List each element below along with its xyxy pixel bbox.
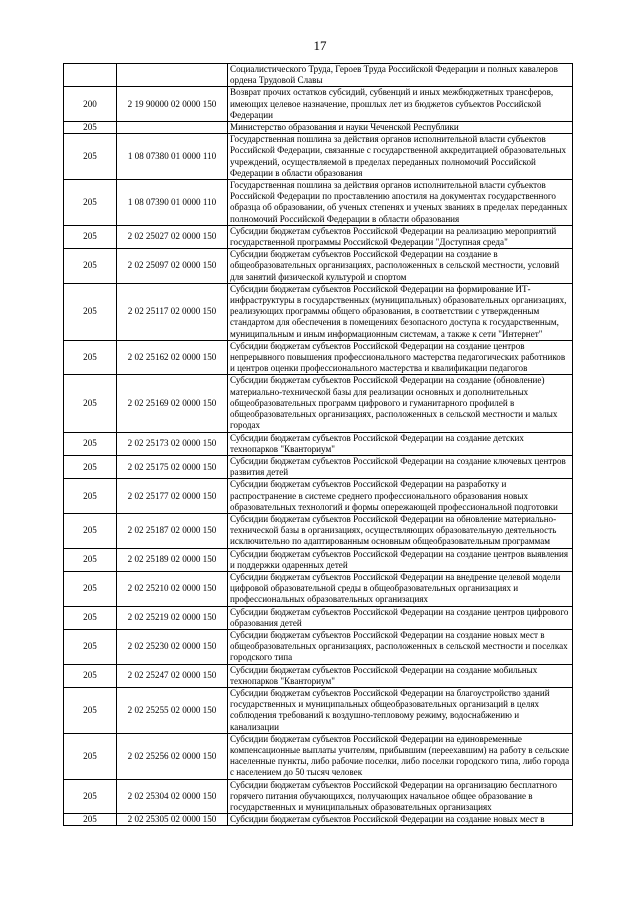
income-name-cell: Субсидии бюджетам субъектов Российской Федерации на благоустройство зданий государственных и муниципальных общеобразовательных организаций в целях соблюдения требований к воздушно-тепловому режиму, водоснабжению и канализации (228, 687, 573, 733)
admin-code-cell: 205 (64, 571, 117, 606)
income-name-cell: Государственная пошлина за действия органов исполнительной власти субъектов Российской Федерации по проставлению апостиля на документах государственного образца об образовании, об ученых степенях и ученых званиях в пределах переданных полномочий Российской Федерации в области образования (228, 180, 573, 226)
budget-code-cell: 2 02 25247 02 0000 150 (117, 664, 228, 687)
table-row (64, 779, 573, 814)
table-row (64, 375, 573, 432)
budget-code-cell: 2 02 25230 02 0000 150 (117, 629, 228, 664)
income-name-cell: Субсидии бюджетам субъектов Российской Федерации на внедрение целевой модели цифровой образовательной среды в общеобразовательных организациях и профессиональных образовательных организациях (228, 571, 573, 606)
income-name-cell: Социалистического Труда, Героев Труда Российской Федерации и полных кавалеров ордена Трудовой Славы (228, 64, 573, 87)
admin-code-cell: 205 (64, 548, 117, 571)
income-name-cell: Субсидии бюджетам субъектов Российской Федерации на обновление материально-технической базы в организациях, осуществляющих образовательную деятельность исключительно по адаптированным основным общеобразовательным программам (228, 513, 573, 548)
table-row (64, 432, 573, 455)
income-name-cell: Субсидии бюджетам субъектов Российской Федерации на создание детских технопарков "Кванториум" (228, 432, 573, 455)
income-name-cell: Субсидии бюджетам субъектов Российской Федерации на создание центров выявления и поддержки одаренных детей (228, 548, 573, 571)
table-row (64, 733, 573, 779)
budget-code-cell: 2 02 25117 02 0000 150 (117, 283, 228, 340)
income-name-cell: Субсидии бюджетам субъектов Российской Федерации на создание мобильных технопарков "Кванториум" (228, 664, 573, 687)
table-row (64, 283, 573, 340)
income-name-cell: Субсидии бюджетам субъектов Российской Федерации на организацию бесплатного горячего питания обучающихся, получающих начальное общее образование в государственных и муниципальных образовательных организациях (228, 779, 573, 814)
table-row (64, 548, 573, 571)
admin-code-cell: 205 (64, 513, 117, 548)
budget-code-cell: 2 02 25256 02 0000 150 (117, 733, 228, 779)
admin-code-cell: 205 (64, 340, 117, 375)
table-row (64, 513, 573, 548)
income-name-cell: Государственная пошлина за действия органов исполнительной власти субъектов Российской Федерации, связанные с государственной аккредитацией образовательных учреждений, осуществляемой в пределах переданных полномочий Российской Федерации в области образования (228, 134, 573, 180)
admin-code-cell: 205 (64, 375, 117, 432)
table-row (64, 606, 573, 629)
table-row (64, 814, 573, 826)
admin-code-cell: 205 (64, 180, 117, 226)
income-name-cell: Возврат прочих остатков субсидий, субвенций и иных межбюджетных трансферов, имеющих целевое назначение, прошлых лет из бюджетов субъектов Российской Федерации (228, 87, 573, 122)
table-row (64, 134, 573, 180)
admin-code-cell: 205 (64, 122, 117, 134)
admin-code-cell: 205 (64, 629, 117, 664)
budget-code-cell: 2 02 25219 02 0000 150 (117, 606, 228, 629)
table-body (64, 64, 573, 826)
table-row (64, 571, 573, 606)
budget-code-cell: 2 02 25173 02 0000 150 (117, 432, 228, 455)
admin-code-cell: 205 (64, 779, 117, 814)
admin-code-cell (64, 64, 117, 87)
admin-code-cell: 205 (64, 664, 117, 687)
budget-code-cell: 2 02 25304 02 0000 150 (117, 779, 228, 814)
admin-code-cell: 205 (64, 733, 117, 779)
budget-code-cell: 2 02 25210 02 0000 150 (117, 571, 228, 606)
budget-classification-table (63, 63, 573, 826)
income-name-cell: Субсидии бюджетам субъектов Российской Федерации на создание в общеобразовательных организациях, расположенных в сельской местности, условий для занятий физической культурой и спортом (228, 249, 573, 284)
budget-code-cell: 1 08 07390 01 0000 110 (117, 180, 228, 226)
income-name-cell: Субсидии бюджетам субъектов Российской Федерации на единовременные компенсационные выплаты учителям, прибывшим (переехавшим) на работу в сельские населенные пункты, либо рабочие поселки, либо поселки городского типа, либо города с населением до 50 тысяч человек (228, 733, 573, 779)
budget-code-cell (117, 64, 228, 87)
income-name-cell: Субсидии бюджетам субъектов Российской Федерации на разработку и распространение в системе среднего профессионального образования новых образовательных технологий и формы опережающей профессиональной подготовки (228, 479, 573, 514)
budget-code-cell: 1 08 07380 01 0000 110 (117, 134, 228, 180)
income-name-cell: Субсидии бюджетам субъектов Российской Федерации на создание новых мест в общеобразовательных организациях, расположенных в сельской местности и поселках городского типа (228, 629, 573, 664)
budget-code-cell: 2 02 25097 02 0000 150 (117, 249, 228, 284)
table-row (64, 122, 573, 134)
budget-code-cell: 2 02 25027 02 0000 150 (117, 225, 228, 248)
admin-code-cell: 205 (64, 814, 117, 826)
income-name-cell: Субсидии бюджетам субъектов Российской Федерации на создание центров непрерывного повышения профессионального мастерства педагогических работников и центров оценки профессионального мастерства и квалификации педагогов (228, 340, 573, 375)
budget-code-cell: 2 02 25177 02 0000 150 (117, 479, 228, 514)
budget-code-cell: 2 02 25169 02 0000 150 (117, 375, 228, 432)
budget-code-cell: 2 02 25189 02 0000 150 (117, 548, 228, 571)
page-number: 17 (313, 38, 327, 53)
admin-code-cell: 205 (64, 432, 117, 455)
income-name-cell: Субсидии бюджетам субъектов Российской Федерации на создание центров цифрового образования детей (228, 606, 573, 629)
income-name-cell: Субсидии бюджетам субъектов Российской Федерации на формирование ИТ-инфраструктуры в государственных (муниципальных) образовательных организациях, реализующих программы общего образования, в соответствии с утвержденным стандартом для обеспечения в помещениях безопасного доступа к государственным, муниципальным и иным информационным системам, а также к сети "Интернет" (228, 283, 573, 340)
table-row (64, 87, 573, 122)
budget-code-cell: 2 02 25162 02 0000 150 (117, 340, 228, 375)
table-row (64, 455, 573, 478)
income-name-cell: Субсидии бюджетам субъектов Российской Федерации на создание (обновление) материально-технической базы для реализации основных и дополнительных общеобразовательных программ цифрового и гуманитарного профилей в общеобразовательных организациях, расположенных в сельской местности и малых городах (228, 375, 573, 432)
budget-code-cell: 2 19 90000 02 0000 150 (117, 87, 228, 122)
admin-code-cell: 205 (64, 249, 117, 284)
admin-code-cell: 205 (64, 479, 117, 514)
table-row (64, 340, 573, 375)
table-row (64, 479, 573, 514)
table-row (64, 249, 573, 284)
budget-code-cell: 2 02 25187 02 0000 150 (117, 513, 228, 548)
admin-code-cell: 200 (64, 87, 117, 122)
budget-code-cell: 2 02 25175 02 0000 150 (117, 455, 228, 478)
table-row (64, 687, 573, 733)
income-name-cell: Субсидии бюджетам субъектов Российской Федерации на создание ключевых центров развития детей (228, 455, 573, 478)
budget-code-cell: 2 02 25305 02 0000 150 (117, 814, 228, 826)
budget-code-cell (117, 122, 228, 134)
table-row (64, 180, 573, 226)
admin-code-cell: 205 (64, 455, 117, 478)
budget-code-cell: 2 02 25255 02 0000 150 (117, 687, 228, 733)
admin-code-cell: 205 (64, 687, 117, 733)
admin-code-cell: 205 (64, 225, 117, 248)
table-row (64, 664, 573, 687)
admin-code-cell: 205 (64, 134, 117, 180)
table-row (64, 225, 573, 248)
admin-code-cell: 205 (64, 606, 117, 629)
income-name-cell: Субсидии бюджетам субъектов Российской Федерации на реализацию мероприятий государственной программы Российской Федерации "Доступная среда" (228, 225, 573, 248)
table-row (64, 629, 573, 664)
table-row (64, 64, 573, 87)
income-name-cell: Субсидии бюджетам субъектов Российской Федерации на создание новых мест в (228, 814, 573, 826)
income-name-cell: Министерство образования и науки Чеченской Республики (228, 122, 573, 134)
admin-code-cell: 205 (64, 283, 117, 340)
